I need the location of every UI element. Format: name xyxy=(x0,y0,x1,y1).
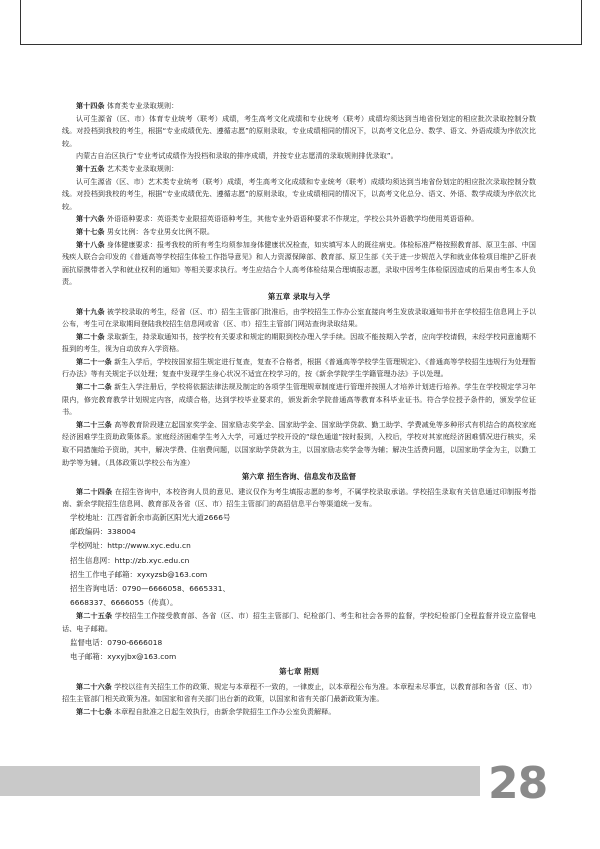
article-number: 第十八条 xyxy=(76,239,105,249)
top-frame xyxy=(20,0,582,45)
chapter-heading: 第五章 录取与入学 xyxy=(267,291,331,301)
article-number: 第二十三条 xyxy=(76,419,112,429)
article-number: 第二十一条 xyxy=(76,356,112,366)
regulation-block-3 xyxy=(62,666,536,718)
top-band xyxy=(0,0,600,78)
supervision-line: 监督电话：0790-6666018 xyxy=(70,637,163,647)
article-text: 体育类专业录取规则： xyxy=(104,101,179,110)
article-paragraph xyxy=(62,306,536,331)
article-paragraph xyxy=(62,381,536,419)
page-number: 28 xyxy=(488,758,548,809)
article-text: 高等教育阶段建立起国家奖学金、国家励志奖学金、国家助学金、国家助学贷款、勤工助学、学费减免等多种形式有机结合的高校家庭经济困难学生资助政策体系。家庭经济困难学生考入大学，可通过学校开设的“绿色通道”按时报到，入校后，学校对其家庭经济困难情况进行核实，采取不同措施给予资助，其中，解决学费、住宿费问题，以国家助学贷款为主，以国家励志奖学金等为辅；解决生活费问题，以国家助学金为主，以勤工助学等为辅。（具体政策以学校公布为准） xyxy=(62,419,537,467)
article-paragraph xyxy=(62,419,536,469)
supervision-line: 电子邮箱：xyxyjbx@163.com xyxy=(70,651,177,661)
article-paragraph xyxy=(62,610,536,635)
article-paragraph xyxy=(62,486,536,511)
regulation-block-2 xyxy=(62,610,536,635)
article-paragraph xyxy=(62,331,536,356)
article-number: 第二十五条 xyxy=(76,611,113,621)
article-number: 第二十七条 xyxy=(76,706,112,716)
body-paragraph: 内蒙古自治区执行“专业考试成绩作为投档和录取的排序成绩，并按专业志愿清的录取规则排优录取”。 xyxy=(76,151,398,161)
article-text: 身体健康要求：报考我校的所有考生均须参加身体健康状况检查，如实填写本人的既往病史。体检标准严格按照教育部、原卫生部、中国残疾人联合会印发的《普通高等学校招生体检工作指导意见》和人力资源保障部、教育部、原卫生部《关于进一步规范入学和就业体检项目维护乙肝表面抗原携带者入学和就业权利的通知》等相关要求执行。考生应结合个人高考体检结果合理填报志愿，录取中因考生体检原因造成的后果由考生本人负责。 xyxy=(62,239,536,287)
article-paragraph xyxy=(62,356,536,381)
contact-line: 邮政编码：338004 xyxy=(70,527,136,537)
article-number: 第二十二条 xyxy=(76,382,112,392)
article-text: 外语语种要求：英语类专业限招英语语种考生，其他专业外语语种要求不作规定，学校公共外语教学均使用英语语种。 xyxy=(104,214,479,224)
article-paragraph xyxy=(62,100,536,113)
regulation-block-1 xyxy=(62,100,536,511)
contact-line: 招生信息网：http://zb.xyc.edu.cn xyxy=(70,555,190,565)
article-text: 被学校录取的考生，经省（区、市）招生主管部门批准后，由学校招生工作办公室直接向考生发放录取通知书并在学校招生信息网上予以公布，考生可在录取期间登陆我校招生信息网或省（区、市）招生主管部门网站查询录取结果。 xyxy=(62,306,536,329)
contact-info xyxy=(62,511,536,610)
article-number: 第十七条 xyxy=(76,226,105,236)
article-number: 第十四条 xyxy=(76,101,105,110)
article-paragraph xyxy=(62,213,536,226)
contact-line: 招生咨询电话：0790—6666058、6665331、 xyxy=(70,584,230,594)
article-text: 录取新生，持录取通知书，按学校有关要求和规定的期限到校办理入学手续。因故不能按期入学者，应向学校请假，未经学校同意逾期不报到的考生，视为自动放弃入学资格。 xyxy=(62,331,536,354)
article-number: 第二十条 xyxy=(76,331,105,341)
article-text: 新生入学后，学校按国家招生规定进行复查，复查不合格者，根据《普通高等学校学生管理规定》、《普通高等学校招生违规行为处理暂行办法》等有关规定予以处理；复查中发现学生身心状况不适宜在校学习的，按《新余学院学生学籍管理办法》予以处理。 xyxy=(62,356,537,379)
supervision-info xyxy=(62,636,536,664)
article-text: 在招生咨询中，本校咨询人员的意见、建议仅作为考生填报志愿的参考，不属学校录取承诺。学校招生录取有关信息通过印制报考指南、新余学院招生信息网、教育部及各省（区、市）招生主管部门的高招信息平台等渠道统一发布。 xyxy=(62,486,536,509)
article-paragraph xyxy=(62,239,536,289)
article-text: 学校以往有关招生工作的政策、规定与本章程不一致的，一律废止，以本章程公布为准。本章程未尽事宜，以教育部和各省（区、市）招生主管部门相关政策为准。如国家和省有关部门出台新的政策，以国家和省有关部门最新政策为准。 xyxy=(62,681,537,704)
article-number: 第十九条 xyxy=(76,306,105,316)
article-number: 第二十六条 xyxy=(76,681,112,691)
article-paragraph xyxy=(62,706,536,719)
contact-line: 学校地址：江西省新余市高新区阳光大道2666号 xyxy=(70,513,231,522)
article-paragraph xyxy=(62,163,536,176)
contact-line: 6668337、6666055（传真）。 xyxy=(70,598,178,608)
contact-line: 招生工作电子邮箱：xyxyzsb@163.com xyxy=(70,569,208,579)
article-text: 男女比例：各专业男女比例不限。 xyxy=(104,226,215,236)
document-body xyxy=(62,100,536,718)
article-text: 本章程自批准之日起生效执行，由新余学院招生工作办公室负责解释。 xyxy=(111,706,336,716)
footer-bar xyxy=(0,766,480,796)
article-text: 学校招生工作接受教育部、各省（区、市）招生主管部门、纪检部门、考生和社会各界的监督，学校纪检部门全程监督并设立监督电话、电子邮箱。 xyxy=(62,611,536,634)
body-paragraph: 认可生源省（区、市）体育专业统考（联考）成绩，考生高考文化成绩和专业统考（联考）成绩均须达到当地省份划定的相应批次录取控制分数线。对投档到我校的考生，根据“专业成绩优先、遵循志愿”的原则录取，专业成绩相同的情况下，以高考文化总分、数学、语文、外语成绩为序依次比较。 xyxy=(62,113,536,148)
article-number: 第二十四条 xyxy=(76,486,113,496)
chapter-heading: 第六章 招生咨询、信息发布及监督 xyxy=(241,472,357,482)
body-paragraph: 认可生源省（区、市）艺术类专业统考（联考）成绩，考生高考文化成绩和专业统考（联考）成绩均须达到当地省份划定的相应批次录取控制分数线。对投档到我校的考生，根据“专业成绩优先、遵循志愿”的原则录取，专业成绩相同的情况下，以高考文化总分、语文、外语、数学成绩为序依次比较。 xyxy=(62,176,536,211)
article-number: 第十六条 xyxy=(76,214,105,224)
article-paragraph xyxy=(62,226,536,239)
chapter-heading: 第七章 附则 xyxy=(279,667,319,677)
article-number: 第十五条 xyxy=(76,163,105,173)
article-paragraph xyxy=(62,681,536,706)
article-text: 新生入学注册后，学校将依据法律法规及制定的各项学生管理规章制度进行管理并按照人才培养计划进行培养。学生在学校规定学习年限内，修完教育教学计划规定内容，成绩合格，达到学校毕业要求的，颁发新余学院普通高等教育本科毕业证书。符合学位授予条件的，颁发学位证书。 xyxy=(62,382,537,417)
article-text: 艺术类专业录取规则： xyxy=(104,163,179,173)
contact-line: 学校网址：http://www.xyc.edu.cn xyxy=(70,541,191,551)
